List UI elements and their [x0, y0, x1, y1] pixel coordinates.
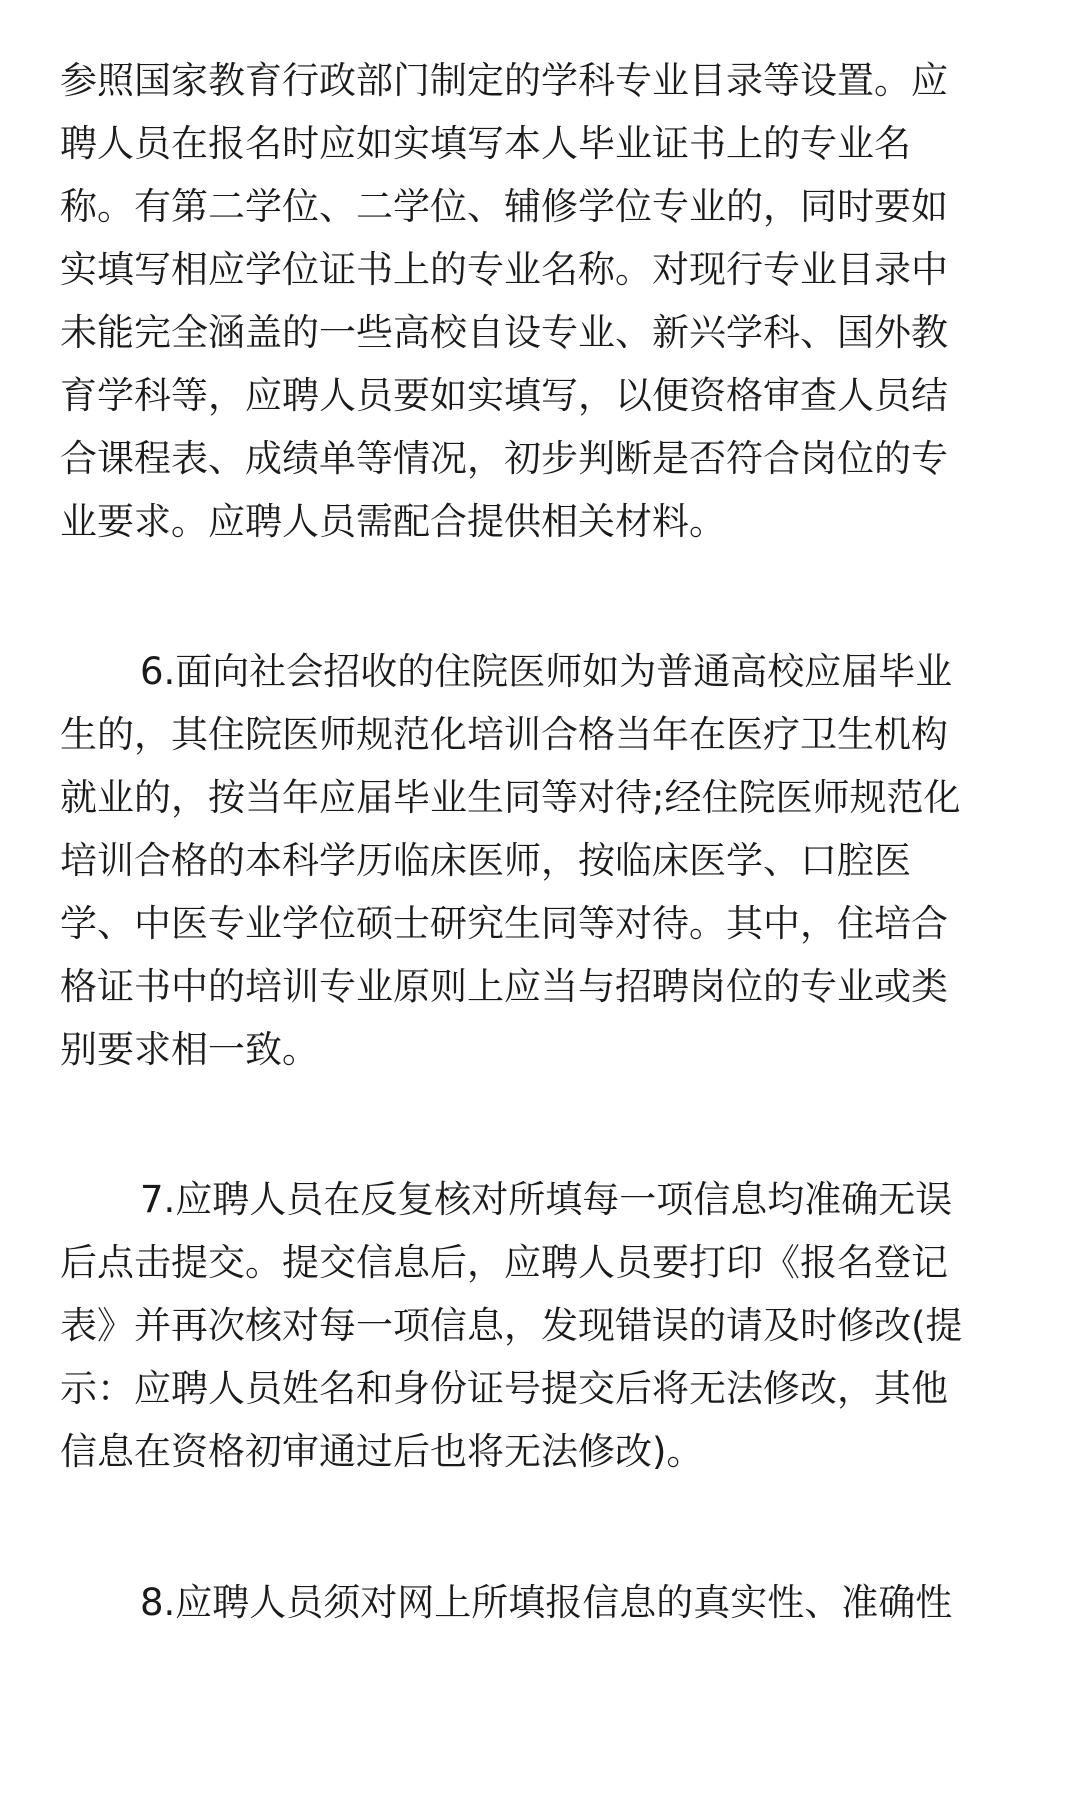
paragraph-8-line-1: 8.应聘人员须对网上所填报信息的真实性、准确性	[140, 1581, 953, 1624]
paragraph-1-line-3: 称。有第二学位、二学位、辅修学位专业的，同时要如	[60, 185, 948, 228]
paragraph-7-line-4: 示：应聘人员姓名和身份证号提交后将无法修改，其他	[60, 1367, 948, 1410]
paragraph-1-line-8: 业要求。应聘人员需配合提供相关材料。	[60, 500, 726, 543]
paragraph-7-line-3: 表》并再次核对每一项信息，发现错误的请及时修改(提	[60, 1304, 963, 1347]
paragraph-6-line-2: 生的，其住院医师规范化培训合格当年在医疗卫生机构	[60, 713, 948, 756]
paragraph-7-line-2: 后点击提交。提交信息后，应聘人员要打印《报名登记	[60, 1241, 948, 1284]
paragraph-1-line-4: 实填写相应学位证书上的专业名称。对现行专业目录中	[60, 248, 948, 291]
paragraph-6-line-5: 学、中医专业学位硕士研究生同等对待。其中，住培合	[60, 902, 948, 945]
paragraph-6-line-3: 就业的，按当年应届毕业生同等对待;经住院医师规范化	[60, 776, 961, 819]
paragraph-6-line-7: 别要求相一致。	[60, 1028, 319, 1071]
paragraph-1-line-7: 合课程表、成绩单等情况，初步判断是否符合岗位的专	[60, 437, 948, 480]
paragraph-6-line-6: 格证书中的培训专业原则上应当与招聘岗位的专业或类	[60, 965, 948, 1008]
paragraph-6-line-1: 6.面向社会招收的住院医师如为普通高校应届毕业	[140, 650, 953, 693]
paragraph-1-line-1: 参照国家教育行政部门制定的学科专业目录等设置。应	[60, 59, 948, 102]
paragraph-6-line-4: 培训合格的本科学历临床医师，按临床医学、口腔医	[60, 839, 911, 882]
paragraph-7-line-5: 信息在资格初审通过后也将无法修改)。	[60, 1430, 704, 1473]
paragraph-1-line-2: 聘人员在报名时应如实填写本人毕业证书上的专业名	[60, 122, 911, 165]
paragraph-1-line-5: 未能完全涵盖的一些高校自设专业、新兴学科、国外教	[60, 311, 948, 354]
paragraph-1-line-6: 育学科等，应聘人员要如实填写，以便资格审查人员结	[60, 374, 948, 417]
paragraph-7-line-1: 7.应聘人员在反复核对所填每一项信息均准确无误	[140, 1178, 953, 1221]
